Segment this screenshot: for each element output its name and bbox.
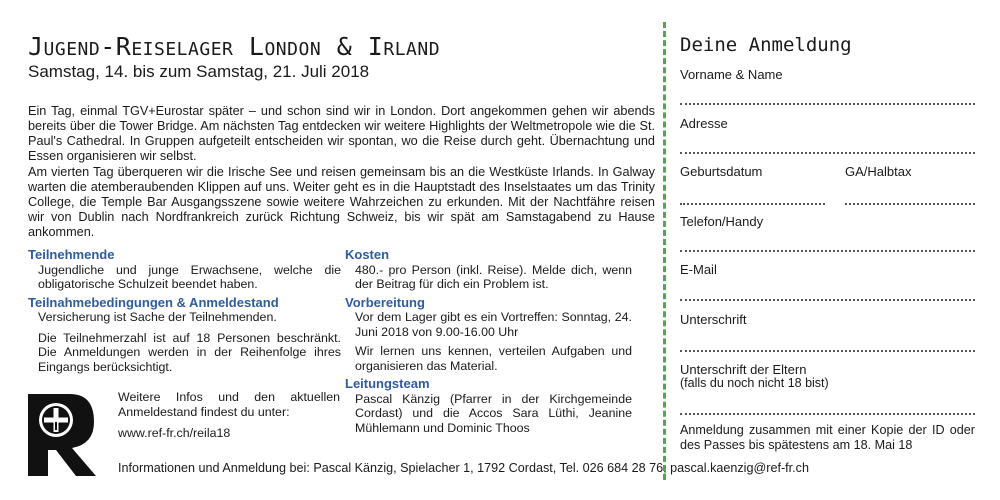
- text-vorbereitung: Wir lernen uns kennen, verteilen Aufgaben und organisieren das Material.: [355, 344, 632, 373]
- footer-contact: Informationen und Anmeldung bei: Pascal Känzig, Spielacher 1, 1792 Cordast, Tel. 026 684 28 76, pascal.kaenzig@ref-fr.ch: [118, 461, 809, 475]
- text-leitungsteam: Pascal Känzig (Pfarrer in der Kirchgemeinde Cordast) und die Accos Sara Lüthi, Jeanine Mühlemann und Dominic Thoos: [355, 391, 632, 435]
- page-title: Jugend-Reiselager London & Irland: [28, 32, 441, 61]
- intro-paragraph-1: Ein Tag, einmal TGV+Eurostar später – und schon sind wir in London. Dort angekommen gehen wir abends bereits über die Tower Bridge. Am nächsten Tag entdecken wir weitere Highlights der Weltmetropole wie die St. Paul's Cathedral. In Gruppen aufgeteilt entscheiden wir spontan, wo die Reise durch geht. Übernachtung und Essen organisieren wir selbst.: [28, 104, 655, 163]
- label-signature: Unterschrift: [680, 312, 747, 327]
- form-title: Deine Anmeldung: [680, 34, 852, 56]
- field-parents-signature[interactable]: [680, 413, 975, 415]
- cut-line-divider: [663, 22, 666, 480]
- label-email: E-Mail: [680, 262, 717, 277]
- field-birthdate[interactable]: [680, 203, 825, 205]
- info-block: [118, 390, 340, 441]
- label-address: Adresse: [680, 116, 728, 131]
- heading-kosten: Kosten: [345, 247, 390, 262]
- heading-vorbereitung: Vorbereitung: [345, 294, 425, 310]
- label-ga: GA/Halbtax: [845, 164, 912, 179]
- info-link[interactable]: www.ref-fr.ch/reila18: [118, 426, 231, 440]
- field-ga[interactable]: [845, 203, 975, 205]
- info-text: Weitere Infos und den aktuellen Anmeldestand findest du unter:: [118, 390, 340, 419]
- heading-leitungsteam: Leitungsteam: [345, 376, 430, 391]
- text-teilnehmerzahl: Die Teilnehmerzahl ist auf 18 Personen beschränkt. Die Anmeldungen werden in der Reihenfolge ihres Eingangs berücksichtigt.: [38, 330, 341, 374]
- field-signature[interactable]: [680, 350, 975, 352]
- label-parents-signature: Unterschrift der Eltern: [680, 362, 807, 377]
- field-address[interactable]: [680, 152, 975, 154]
- right-column: [345, 248, 635, 435]
- field-email[interactable]: [680, 299, 975, 301]
- field-name[interactable]: [680, 103, 975, 105]
- intro-paragraph-2: Am vierten Tag überqueren wir die Irische See und reisen gemeinsam bis an die Westküste Irlands. In Galway warten die atemberaubenden Klippen auf uns. Weiter geht es in die Hauptstadt des Inselstaates um das Trinity College, die Temple Bar Ausgangsszene sowie weitere Wahrzeichen zu erkunden. Mit der Nachtfähre reisen wir von Dublin nach Nordfrankreich zurück Richtung Schweiz, bis wir spät am Samstagabend zu Hause ankommen.: [28, 165, 655, 239]
- label-birthdate: Geburtsdatum: [680, 164, 763, 179]
- heading-teilnehmende: Teilnehmende: [28, 247, 115, 262]
- label-parents-note: (falls du noch nicht 18 bist): [680, 376, 829, 390]
- text-vortreffen: Vor dem Lager gibt es ein Vortreffen: Sonntag, 24. Juni 2018 von 9.00-16.00 Uhr: [355, 310, 632, 339]
- page-subtitle: Samstag, 14. bis zum Samstag, 21. Juli 2018: [28, 62, 370, 81]
- text-kosten: 480.- pro Person (inkl. Reise). Melde dich, wenn der Beitrag für dich ein Problem ist.: [355, 262, 632, 291]
- heading-bedingungen: Teilnahmebedingungen & Anmeldestand: [28, 294, 279, 310]
- left-column: [28, 248, 343, 374]
- label-name: Vorname & Name: [680, 67, 783, 82]
- field-phone[interactable]: [680, 250, 975, 252]
- label-phone: Telefon/Handy: [680, 214, 764, 229]
- text-versicherung: Versicherung ist Sache der Teilnehmenden.: [38, 310, 277, 324]
- text-teilnehmende: Jugendliche und junge Erwachsene, welche die obligatorische Schulzeit beendet haben.: [38, 262, 341, 291]
- church-logo-icon: [26, 392, 98, 478]
- form-note: Anmeldung zusammen mit einer Kopie der ID oder des Passes bis spätestens am 18. Mai 18: [680, 423, 975, 452]
